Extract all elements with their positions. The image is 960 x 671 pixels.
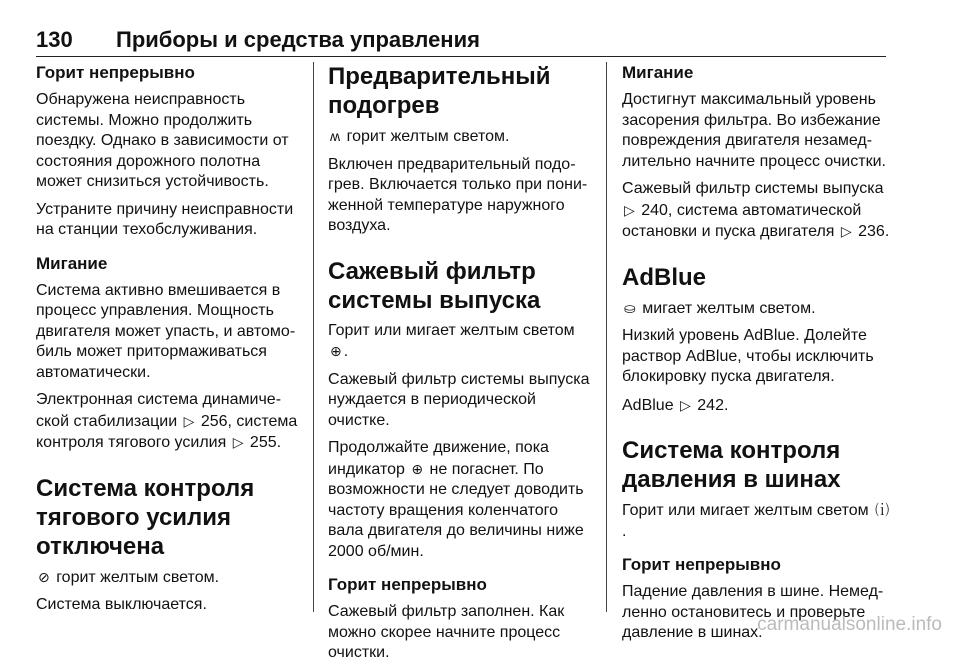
text: горит желтым светом. [56,568,220,586]
column-divider-1 [313,62,314,612]
paragraph: Система выключается. [36,596,207,613]
reference-arrow-icon: ▷ [624,201,635,218]
page-ref-link[interactable]: 236. [853,223,890,240]
paragraph: Сажевый фильтр заполнен. Как можно скорее начните процесс очистки. [328,603,565,661]
page-ref-link[interactable]: 242. [692,396,729,414]
page-ref-link[interactable]: 255. [245,434,282,451]
paragraph [36,390,304,454]
text: Горит или мигает желтым светом [328,321,575,339]
column-1 [36,62,304,623]
heading-particle-filter: Сажевый фильтр системы выпуска [328,257,541,314]
column-3 [622,62,894,651]
column-2 [328,62,593,671]
paragraph [328,126,593,148]
watermark: carmanualsonline.info [757,614,942,635]
heading-continuous: Горит непрерывно [328,575,487,594]
paragraph: Обнаружена неисправность системы. Можно продолжить поездку. Однако в зависимости от состояния дорожного полотна может снизиться устойчивость. [36,91,289,190]
text: Электронная система динамической стабилизации [36,391,282,430]
text: Горит или мигает желтым светом [622,502,869,519]
paragraph: Достигнут максимальный уровень засорения фильтра. Во избежание повреждения двигателя незамедлительно начните процесс очистки. [622,91,886,170]
heading-continuous: Горит непрерывно [36,63,195,82]
text: . [343,343,349,360]
paragraph [622,179,894,243]
page-number: 130 [36,27,73,52]
column-divider-2 [606,62,607,612]
text: мигает желтым светом. [642,299,816,317]
heading-flashing: Мигание [622,63,694,82]
text: горит желтым светом. [346,128,510,145]
page-ref-link[interactable]: 256, система контроля тягового усилия [36,412,298,451]
text: Продолжайте движение, пока индикатор [328,439,549,478]
chapter-title: Приборы и средства управления [116,27,480,52]
traction-off-icon: ⊘ [38,568,50,585]
paragraph: Устраните причину неисправности на станции техобслуживания. [36,200,294,238]
tire-pressure-icon: ⒤ [875,502,890,518]
heading-preheat: Предварительный подогрев [328,63,551,119]
text: не погаснет. По возможности не следует доводить частоту вращения коленчатого вала двигателя до величины ниже 2000 об/мин. [328,460,584,560]
paragraph: Включен предварительный подогрев. Включается только при пониженной температуре наружного воздуха. [328,155,588,234]
heading-traction-off: Система контроля тягового усилия отключена [36,474,255,560]
paragraph: Падение давления в шине. Немедленно остановитесь и проверьте давление в шинах. [622,583,884,641]
reference-arrow-icon: ▷ [232,434,244,450]
paragraph: Низкий уровень AdBlue. Долейте раствор AdBlue, чтобы исключить блокировку пуска двигателя. [622,327,874,385]
text: . [622,522,627,540]
reference-arrow-icon: ▷ [840,223,852,239]
paragraph [622,500,894,542]
text: AdBlue [622,396,674,414]
page-ref-link[interactable]: 240, система автоматической остановки и пуска двигателя [622,201,862,240]
exhaust-filter-icon: ⊕ [411,460,424,477]
paragraph [622,298,894,320]
paragraph [328,321,593,363]
paragraph [328,438,593,562]
paragraph: Система активно вмешивается в процесс управления. Мощность двигателя может упасть, и автомобиль может притормаживаться автоматически. [36,281,296,381]
heading-continuous: Горит непрерывно [622,555,781,574]
exhaust-filter-icon: ⊕ [330,343,342,359]
text: Сажевый фильтр системы выпуска [622,180,884,197]
heading-adblue: AdBlue [622,263,706,291]
paragraph [36,567,304,589]
reference-arrow-icon: ▷ [183,412,195,429]
paragraph [622,395,894,417]
preheat-coil-icon: ʍ [330,128,341,144]
reference-arrow-icon: ▷ [680,396,691,413]
heading-flashing: Мигание [36,253,108,273]
paragraph: Сажевый фильтр системы выпуска нуждается в периодической очистке. [328,370,590,429]
page-header [36,24,886,57]
heading-tire-pressure: Система контроля давления в шинах [622,437,841,493]
adblue-icon: ⛀ [624,299,636,316]
